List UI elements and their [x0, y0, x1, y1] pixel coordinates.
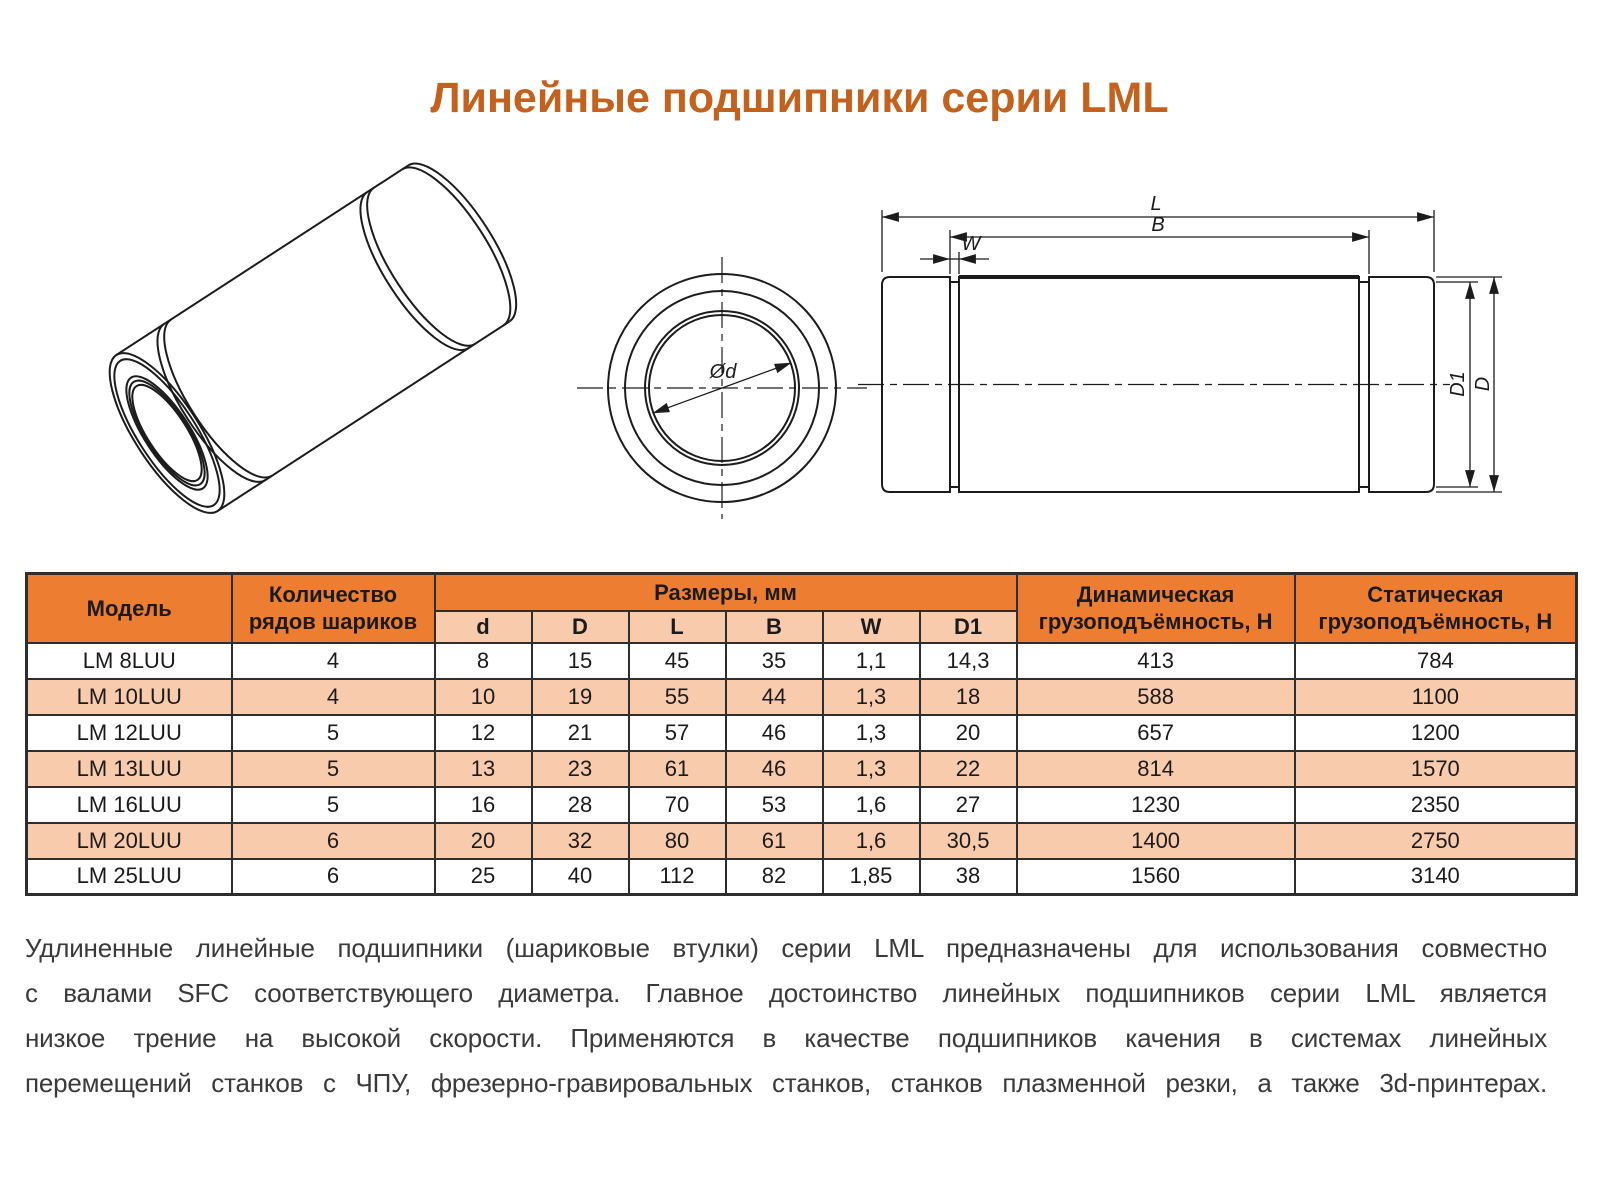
cell-D: 32 — [532, 823, 629, 859]
cell-D: 19 — [532, 679, 629, 715]
cell-D1: 14,3 — [920, 643, 1017, 679]
cell-B: 46 — [726, 715, 823, 751]
cell-ball-rows: 4 — [232, 643, 435, 679]
cell-D: 28 — [532, 787, 629, 823]
table-row — [27, 643, 1577, 679]
col-header-model: Модель — [27, 574, 232, 643]
col-header-static-load: Статическая грузоподъёмность, Н — [1295, 574, 1577, 643]
table-row — [27, 787, 1577, 823]
cell-L: 55 — [629, 679, 726, 715]
cell-L: 80 — [629, 823, 726, 859]
cell-model: LM 16LUU — [27, 787, 232, 823]
cell-W: 1,3 — [823, 751, 920, 787]
cell-dynamic-load: 657 — [1017, 715, 1295, 751]
table-row — [27, 823, 1577, 859]
table-row — [27, 715, 1577, 751]
cell-model: LM 10LUU — [27, 679, 232, 715]
cell-W: 1,6 — [823, 823, 920, 859]
cell-model: LM 13LUU — [27, 751, 232, 787]
cell-ball-rows: 4 — [232, 679, 435, 715]
cell-d: 25 — [435, 859, 532, 895]
cell-dynamic-load: 1230 — [1017, 787, 1295, 823]
bore-diameter-label: Ød — [709, 361, 737, 383]
description-line: перемещений станков с ЧПУ, фрезерно-гравировальных станков, станков плазменной резки, а также 3d-принтерах. — [25, 1068, 1547, 1098]
page-title: Линейные подшипники серии LML — [430, 74, 1169, 122]
cell-ball-rows: 5 — [232, 715, 435, 751]
cell-W: 1,6 — [823, 787, 920, 823]
cell-W: 1,85 — [823, 859, 920, 895]
description-line: Удлиненные линейные подшипники (шариковые втулки) серии LML предназначены для использования совместно — [25, 933, 1547, 963]
cell-d: 8 — [435, 643, 532, 679]
length-dim-label: L — [1150, 193, 1162, 215]
cell-L: 57 — [629, 715, 726, 751]
cell-static-load: 3140 — [1295, 859, 1577, 895]
cell-W: 1,1 — [823, 643, 920, 679]
cell-D1: 20 — [920, 715, 1017, 751]
cell-static-load: 1570 — [1295, 751, 1577, 787]
cell-B: 35 — [726, 643, 823, 679]
cell-d: 20 — [435, 823, 532, 859]
cell-B: 82 — [726, 859, 823, 895]
isometric-view-drawing — [55, 150, 575, 550]
cell-W: 1,3 — [823, 715, 920, 751]
cell-D1: 27 — [920, 787, 1017, 823]
cell-d: 16 — [435, 787, 532, 823]
col-header-d: d — [435, 611, 532, 643]
cell-D1: 18 — [920, 679, 1017, 715]
cell-L: 45 — [629, 643, 726, 679]
cell-B: 44 — [726, 679, 823, 715]
col-header-D1: D1 — [920, 611, 1017, 643]
cell-dynamic-load: 588 — [1017, 679, 1295, 715]
cell-B: 61 — [726, 823, 823, 859]
cell-L: 70 — [629, 787, 726, 823]
cell-static-load: 1100 — [1295, 679, 1577, 715]
cell-d: 10 — [435, 679, 532, 715]
col-header-ball-rows: Количество рядов шариков — [232, 574, 435, 643]
groove-diameter-dim-label: D1 — [1447, 371, 1469, 397]
cell-D: 15 — [532, 643, 629, 679]
cell-model: LM 8LUU — [27, 643, 232, 679]
cell-B: 53 — [726, 787, 823, 823]
cell-D1: 38 — [920, 859, 1017, 895]
table-row — [27, 679, 1577, 715]
cell-ball-rows: 6 — [232, 823, 435, 859]
table-row — [27, 859, 1577, 895]
col-header-dynamic-load: Динамическая грузоподъёмность, Н — [1017, 574, 1295, 643]
cell-ball-rows: 6 — [232, 859, 435, 895]
cell-L: 112 — [629, 859, 726, 895]
groove-width-dim-label: W — [961, 233, 981, 255]
cell-D1: 30,5 — [920, 823, 1017, 859]
cell-D: 23 — [532, 751, 629, 787]
cell-model: LM 12LUU — [27, 715, 232, 751]
cell-dynamic-load: 413 — [1017, 643, 1295, 679]
cell-dynamic-load: 1560 — [1017, 859, 1295, 895]
cell-ball-rows: 5 — [232, 787, 435, 823]
cell-static-load: 784 — [1295, 643, 1577, 679]
table-row — [27, 751, 1577, 787]
cell-B: 46 — [726, 751, 823, 787]
col-header-D: D — [532, 611, 629, 643]
cell-static-load: 2750 — [1295, 823, 1577, 859]
cell-static-load: 1200 — [1295, 715, 1577, 751]
col-header-W: W — [823, 611, 920, 643]
description-text — [25, 926, 1547, 1106]
body-dim-label: B — [1151, 214, 1165, 236]
cell-dynamic-load: 1400 — [1017, 823, 1295, 859]
cell-d: 13 — [435, 751, 532, 787]
cell-d: 12 — [435, 715, 532, 751]
outer-diameter-dim-label: D — [1472, 376, 1494, 392]
description-line: с валами SFC соответствующего диаметра. Главное достоинство линейных подшипников серии LML является — [25, 978, 1547, 1008]
col-header-B: B — [726, 611, 823, 643]
side-view-drawing — [850, 170, 1550, 520]
cell-static-load: 2350 — [1295, 787, 1577, 823]
col-header-L: L — [629, 611, 726, 643]
cell-model: LM 25LUU — [27, 859, 232, 895]
cell-D: 21 — [532, 715, 629, 751]
cell-model: LM 20LUU — [27, 823, 232, 859]
cell-ball-rows: 5 — [232, 751, 435, 787]
description-line: низкое трение на высокой скорости. Применяются в качестве подшипников качения в системах линейных — [25, 1023, 1547, 1053]
cell-W: 1,3 — [823, 679, 920, 715]
cell-dynamic-load: 814 — [1017, 751, 1295, 787]
front-view-drawing — [575, 255, 875, 525]
cell-D: 40 — [532, 859, 629, 895]
cell-D1: 22 — [920, 751, 1017, 787]
cell-L: 61 — [629, 751, 726, 787]
col-header-dimensions-group: Размеры, мм — [435, 574, 1017, 611]
specs-table — [25, 572, 1578, 896]
